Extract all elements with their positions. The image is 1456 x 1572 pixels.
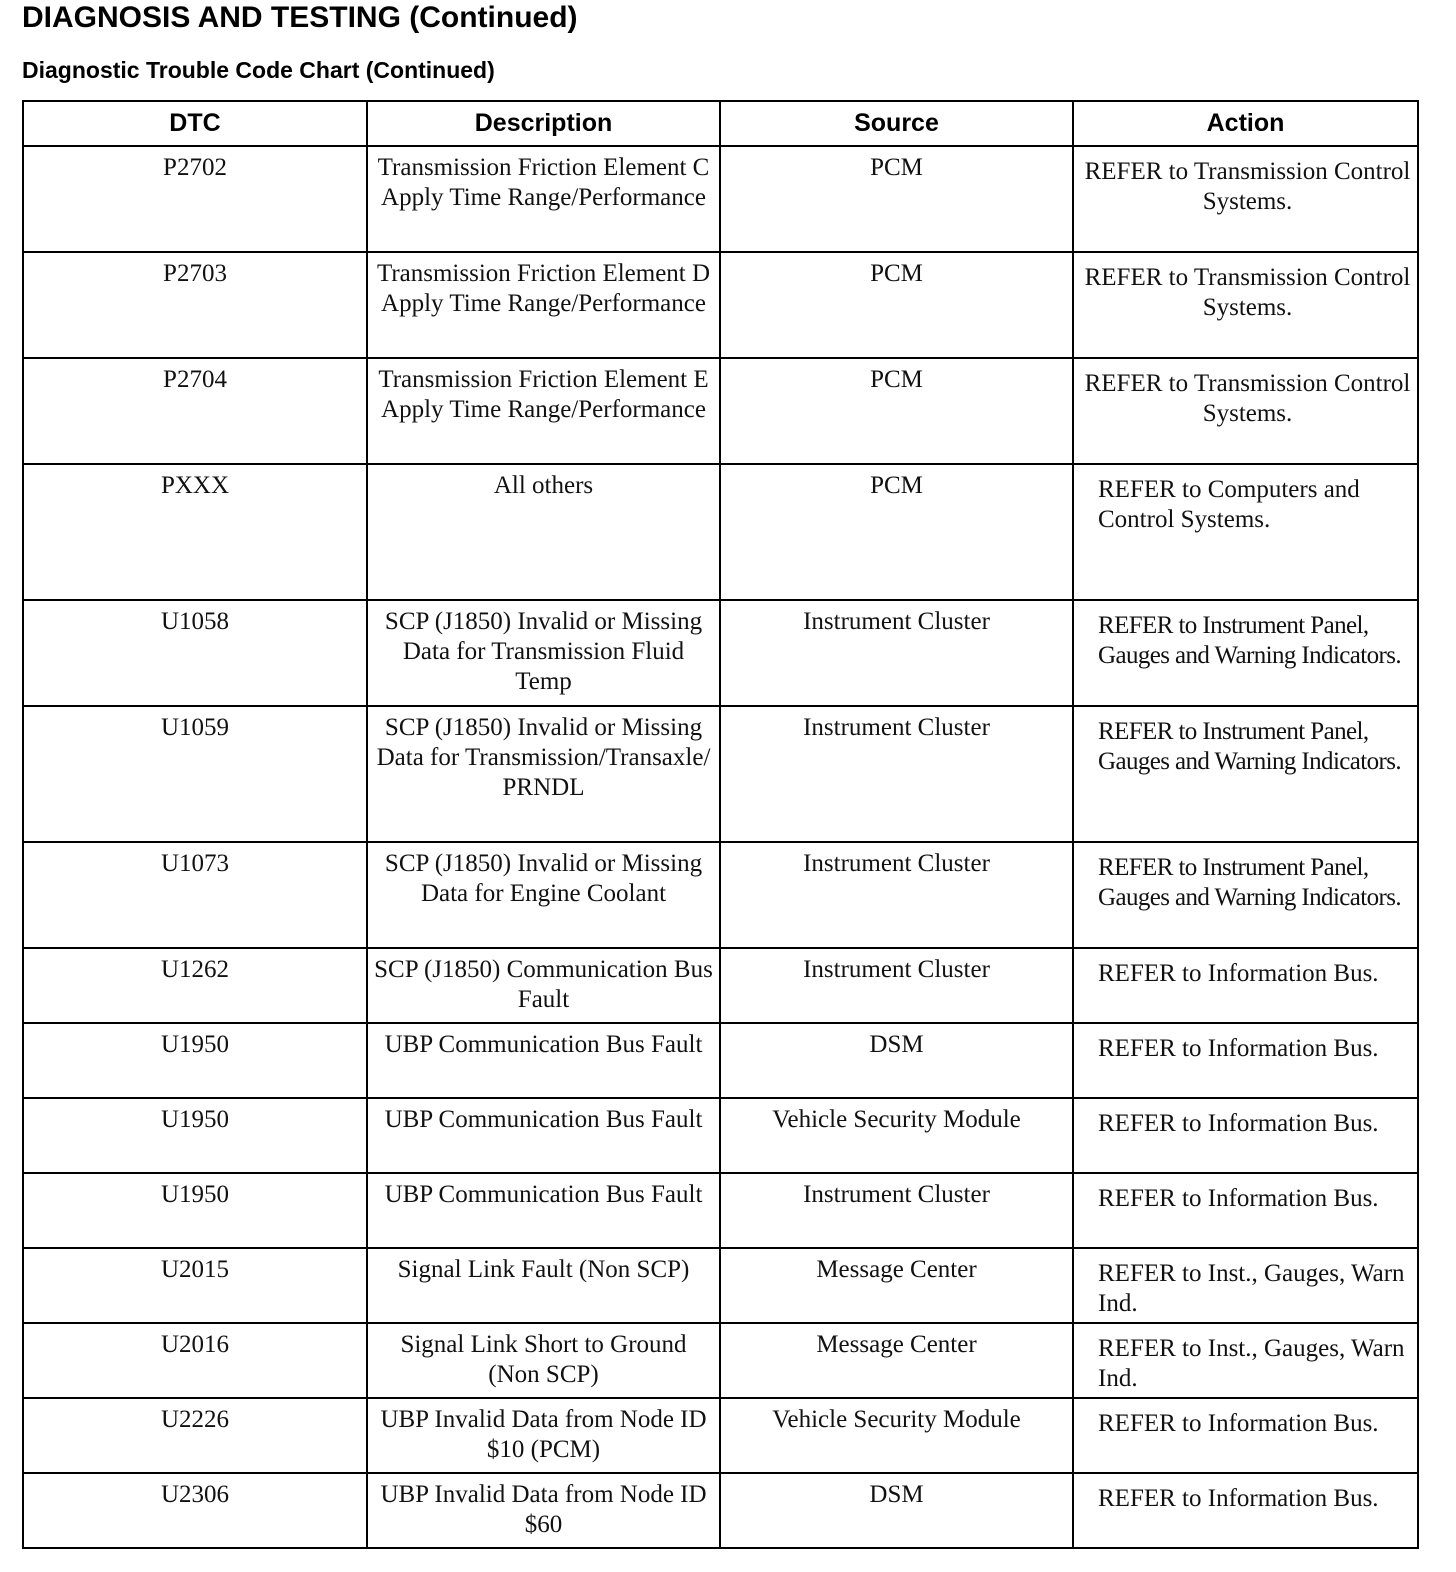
- dtc-source: Instrument Cluster: [803, 714, 990, 741]
- dtc-action: REFER to Information Bus.: [1098, 1035, 1379, 1062]
- dtc-action: REFER to Information Bus.: [1098, 960, 1379, 987]
- dtc-action: REFER to Instrument Panel, Gauges and Warning Indicators.: [1098, 718, 1402, 775]
- table-row: [23, 600, 1418, 706]
- dtc-source: PCM: [870, 366, 923, 393]
- dtc-action: REFER to Transmission Control Systems.: [1084, 264, 1411, 321]
- dtc-source: Vehicle Security Module: [772, 1406, 1021, 1433]
- dtc-action: REFER to Information Bus.: [1098, 1110, 1379, 1137]
- table-row: [23, 1323, 1418, 1398]
- column-header-action: Action: [1073, 101, 1418, 146]
- dtc-description: SCP (J1850) Invalid or Missing Data for Transmission Fluid Temp: [384, 608, 703, 695]
- dtc-code: U1950: [160, 1106, 230, 1133]
- dtc-code: U2226: [160, 1406, 230, 1433]
- dtc-code: U2016: [160, 1331, 230, 1358]
- dtc-action: REFER to Inst., Gauges, Warn Ind.: [1098, 1260, 1405, 1317]
- dtc-description: UBP Communication Bus Fault: [384, 1181, 703, 1208]
- table-row: [23, 842, 1418, 948]
- dtc-chart-table: [22, 100, 1419, 1549]
- table-row: [23, 464, 1418, 600]
- dtc-code: U2306: [160, 1481, 230, 1508]
- dtc-description: Transmission Friction Element E Apply Time Range/Performance: [378, 366, 709, 423]
- table-header-row: [23, 101, 1418, 146]
- dtc-description: Transmission Friction Element D Apply Time Range/Performance: [376, 260, 711, 317]
- dtc-description: Signal Link Fault (Non SCP): [397, 1256, 690, 1283]
- table-row: [23, 1098, 1418, 1173]
- table-row: [23, 252, 1418, 358]
- dtc-code: P2702: [163, 154, 227, 181]
- dtc-description: SCP (J1850) Invalid or Missing Data for Engine Coolant: [384, 850, 703, 907]
- table-row: [23, 358, 1418, 464]
- column-header-source: Source: [720, 101, 1073, 146]
- dtc-action: REFER to Instrument Panel, Gauges and Warning Indicators.: [1098, 854, 1402, 911]
- dtc-code: U1073: [160, 850, 230, 877]
- dtc-description: UBP Invalid Data from Node ID $60: [380, 1481, 707, 1538]
- dtc-description: SCP (J1850) Communication Bus Fault: [374, 956, 713, 1013]
- dtc-action: REFER to Information Bus.: [1098, 1185, 1379, 1212]
- table-row: [23, 1173, 1418, 1248]
- dtc-code: U1262: [160, 956, 230, 983]
- dtc-description: Transmission Friction Element C Apply Time Range/Performance: [377, 154, 710, 211]
- table-row: [23, 1398, 1418, 1473]
- table-row: [23, 1023, 1418, 1098]
- dtc-code: U1950: [160, 1181, 230, 1208]
- table-row: [23, 1473, 1418, 1548]
- table-row: [23, 146, 1418, 252]
- dtc-action: REFER to Information Bus.: [1098, 1410, 1379, 1437]
- dtc-code: PXXX: [160, 472, 230, 499]
- dtc-code: P2704: [163, 366, 227, 393]
- table-row: [23, 948, 1418, 1023]
- dtc-description: UBP Communication Bus Fault: [384, 1106, 703, 1133]
- dtc-description: UBP Communication Bus Fault: [384, 1031, 703, 1058]
- dtc-source: DSM: [869, 1481, 924, 1508]
- dtc-action: REFER to Inst., Gauges, Warn Ind.: [1098, 1335, 1405, 1392]
- table-row: [23, 706, 1418, 842]
- dtc-source: PCM: [870, 260, 923, 287]
- dtc-code: P2703: [163, 260, 227, 287]
- dtc-code: U2015: [160, 1256, 230, 1283]
- column-header-dtc: DTC: [23, 101, 367, 146]
- page-title: DIAGNOSIS AND TESTING (Continued): [22, 1, 578, 34]
- dtc-action: REFER to Transmission Control Systems.: [1084, 158, 1411, 215]
- dtc-action: REFER to Instrument Panel, Gauges and Warning Indicators.: [1098, 612, 1402, 669]
- dtc-description: Signal Link Short to Ground (Non SCP): [400, 1331, 687, 1388]
- dtc-source: PCM: [870, 472, 923, 499]
- section-title: Diagnostic Trouble Code Chart (Continued): [22, 57, 495, 83]
- dtc-source: Instrument Cluster: [803, 608, 990, 635]
- dtc-action: REFER to Transmission Control Systems.: [1084, 370, 1411, 427]
- dtc-description: UBP Invalid Data from Node ID $10 (PCM): [380, 1406, 707, 1463]
- dtc-description: All others: [493, 472, 594, 499]
- dtc-source: Instrument Cluster: [803, 850, 990, 877]
- dtc-description: SCP (J1850) Invalid or Missing Data for Transmission/Transaxle/ PRNDL: [376, 714, 711, 801]
- table-row: [23, 1248, 1418, 1323]
- dtc-code: U1058: [160, 608, 230, 635]
- dtc-source: Message Center: [816, 1256, 977, 1283]
- dtc-source: Vehicle Security Module: [772, 1106, 1021, 1133]
- column-header-description: Description: [367, 101, 720, 146]
- dtc-source: PCM: [870, 154, 923, 181]
- dtc-source: Instrument Cluster: [803, 956, 990, 983]
- dtc-code: U1950: [160, 1031, 230, 1058]
- dtc-action: REFER to Computers and Control Systems.: [1098, 476, 1360, 533]
- dtc-action: REFER to Information Bus.: [1098, 1485, 1379, 1512]
- dtc-source: Instrument Cluster: [803, 1181, 990, 1208]
- dtc-code: U1059: [160, 714, 230, 741]
- dtc-source: Message Center: [816, 1331, 977, 1358]
- dtc-source: DSM: [869, 1031, 924, 1058]
